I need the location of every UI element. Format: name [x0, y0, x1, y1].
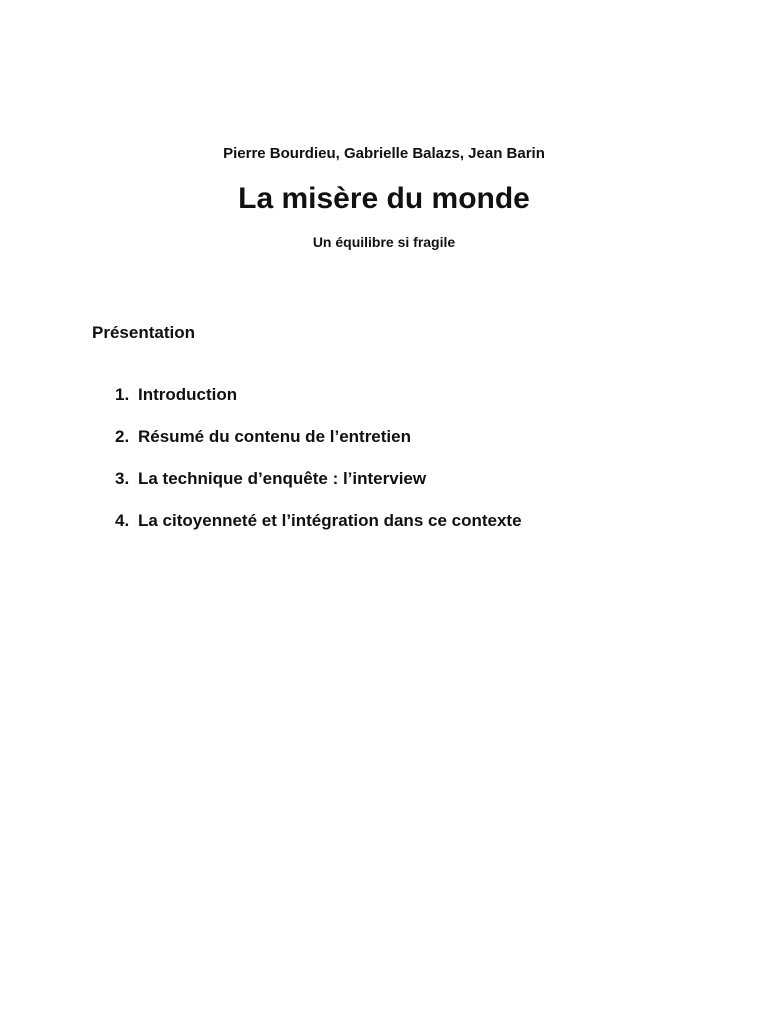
toc-item-label: La technique d’enquête : l’interview [138, 469, 427, 488]
toc-item-number: 3. [115, 469, 130, 488]
toc-item-label: La citoyenneté et l’intégration dans ce contexte [138, 511, 522, 530]
document-subtitle: Un équilibre si fragile [312, 234, 456, 250]
toc-item-number: 4. [115, 511, 130, 530]
toc-item [115, 468, 522, 510]
toc-item-number: 1. [115, 385, 130, 404]
toc-item [115, 384, 522, 426]
toc-item-label: Résumé du contenu de l’entretien [138, 427, 411, 446]
toc-item [115, 426, 522, 468]
document-title: La misère du monde [238, 182, 530, 215]
toc-item [115, 510, 522, 552]
toc-item-number: 2. [115, 427, 130, 446]
toc-item-label: Introduction [138, 385, 238, 404]
section-heading: Présentation [92, 323, 195, 342]
authors-line: Pierre Bourdieu, Gabrielle Balazs, Jean Barin [223, 145, 545, 162]
table-of-contents [115, 384, 522, 552]
